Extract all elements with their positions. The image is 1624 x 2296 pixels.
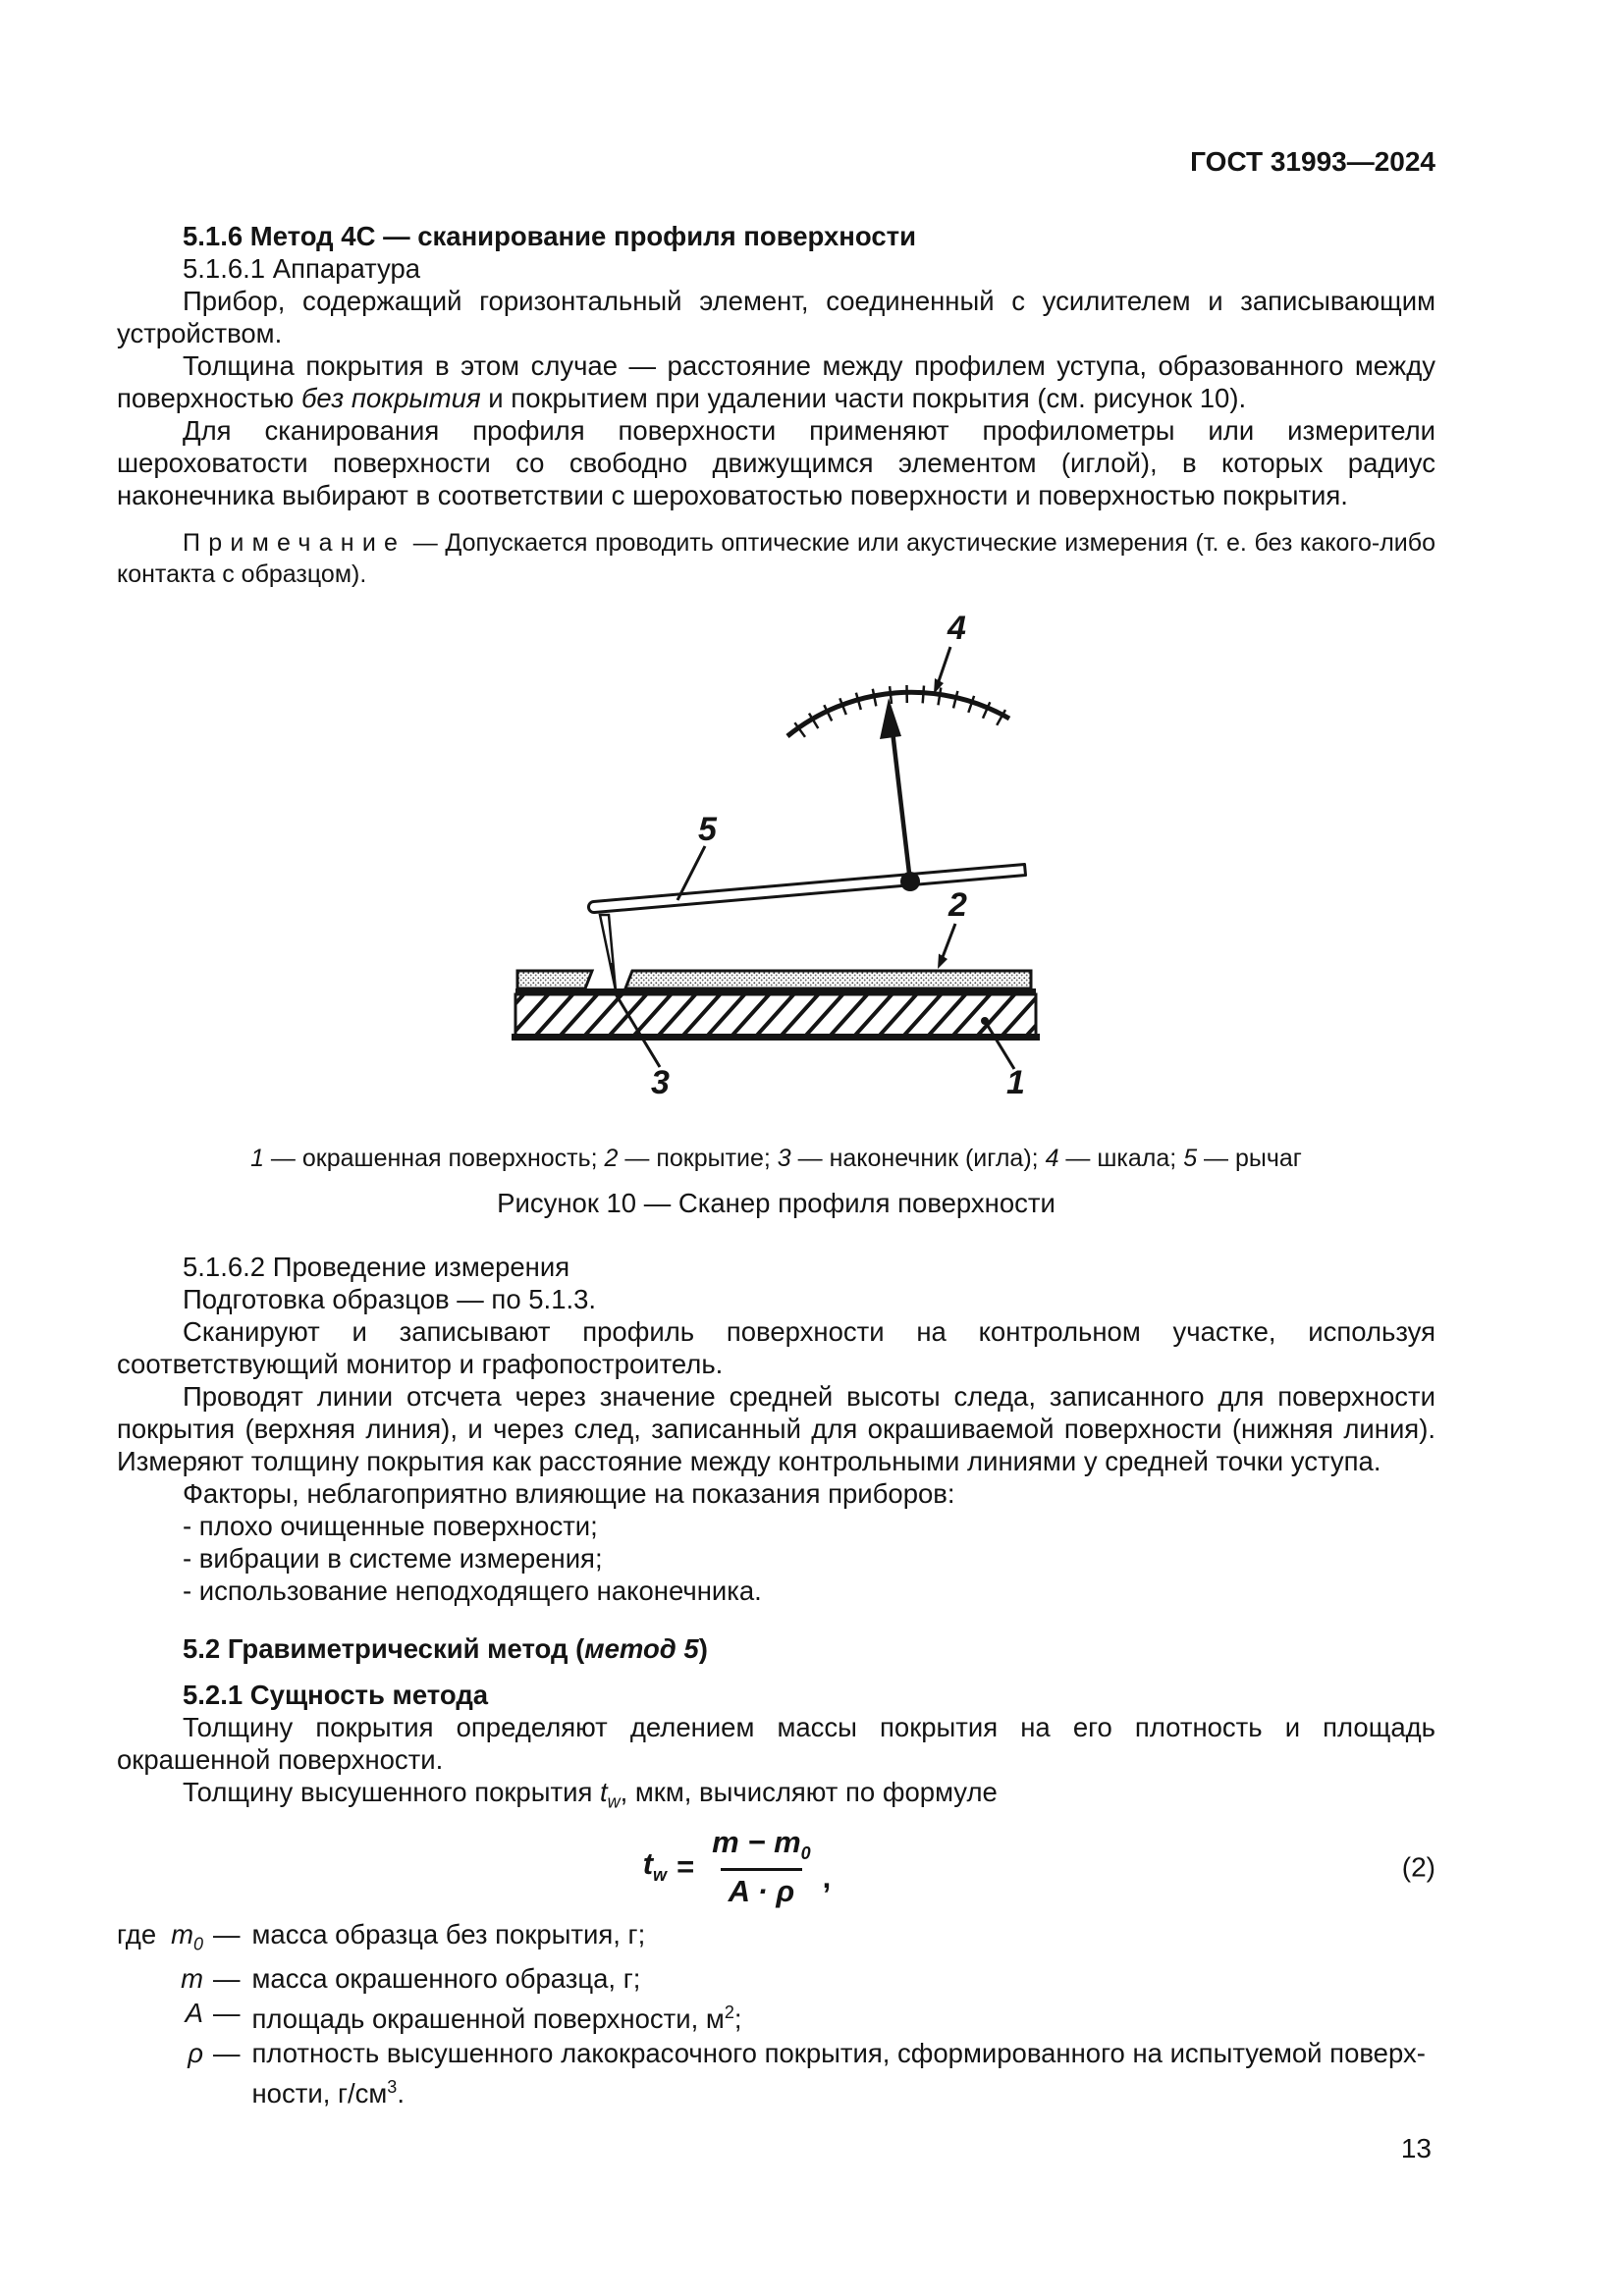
- heading-5-1-6: 5.1.6 Метод 4С — сканирование профиля поверхности: [183, 221, 916, 251]
- paragraph-essence: Толщину покрытия определяют делением массы покрытия на его плотность и площадь окрашенной поверхности.: [117, 1712, 1435, 1775]
- def-desc-a-tail: ;: [733, 2003, 742, 2035]
- formula-2: [642, 1825, 832, 1908]
- caption-text-3: — наконечник (игла);: [790, 1145, 1046, 1172]
- def-desc-rho-sup: 3: [387, 2077, 398, 2098]
- def-var-m0-sub: 0: [192, 1934, 203, 1953]
- substrate-hatched-layer: [498, 990, 1048, 1041]
- def-desc-rho-line2: ности, г/см: [251, 2078, 388, 2109]
- figure-label-5: 5: [698, 811, 717, 848]
- figure-label-2: 2: [948, 886, 967, 924]
- note-block: [117, 527, 1435, 590]
- list-item-vibrations: - вибрации в системе измерения;: [183, 1543, 603, 1574]
- heading-5-2-a: 5.2 Гравиметрический метод (: [183, 1633, 585, 1664]
- def-var-m0-main: m: [171, 1918, 193, 1949]
- doc-header-title: ГОСТ 31993—2024: [1190, 146, 1435, 177]
- figure-label-3: 3: [651, 1064, 670, 1101]
- paragraph-thickness-italic: без покрытия: [300, 383, 481, 413]
- formula-t: t: [642, 1846, 654, 1882]
- def-desc-a-sup: 2: [724, 2002, 734, 2022]
- formula-equals: =: [677, 1849, 695, 1884]
- def-desc-a: [252, 1996, 1436, 2036]
- heading-5-2-c: ): [698, 1633, 708, 1664]
- paragraph-thickness: [117, 349, 1435, 414]
- def-desc-rho: [252, 2036, 1436, 2110]
- formula-numerator-sub: 0: [800, 1843, 811, 1864]
- def-desc-a-main: площадь окрашенной поверхности, м: [251, 2003, 725, 2035]
- paragraph-factors: Факторы, неблагоприятно влияющие на показания приборов:: [183, 1478, 955, 1509]
- paragraph-profilometers: Для сканирования профиля поверхности применяют профилометры или измерители шероховатости поверхности со свободно движущимся элементом (иглой), в которых радиус наконечника выбирают в соответствии с шероховатостью поверхности и поверхностью покрытия.: [117, 415, 1435, 510]
- def-var-m0: [168, 1917, 203, 1962]
- definition-row-m: [117, 1961, 1435, 1996]
- callout-2: [938, 886, 967, 969]
- heading-5-1-6-2: 5.1.6.2 Проведение измерения: [183, 1252, 570, 1282]
- formula-intro-b: , мкм, вычисляют по формуле: [620, 1777, 998, 1807]
- heading-5-2-italic: метод 5: [584, 1633, 699, 1664]
- heading-5-2-1: 5.2.1 Сущность метода: [183, 1680, 489, 1710]
- def-var-rho: ρ: [188, 2038, 203, 2069]
- definition-row-m0: [117, 1917, 1435, 1962]
- figure-10: [117, 604, 1435, 1219]
- caption-text-1: — окрашенная поверхность;: [263, 1145, 605, 1172]
- def-dash-4: —: [213, 2038, 241, 2069]
- formula-numerator-main: m − m: [712, 1825, 801, 1860]
- indicator-needle: [880, 698, 910, 881]
- caption-num-2: 2: [604, 1145, 619, 1172]
- caption-num-3: 3: [777, 1145, 791, 1172]
- heading-5-2: [117, 1632, 1435, 1665]
- formula-comma: ,: [822, 1859, 832, 1895]
- coating-layer: [517, 971, 1031, 988]
- formula-denominator: A · ρ: [721, 1868, 803, 1906]
- paragraph-thickness-c: и покрытием при удалении части покрытия (см. рисунок 10).: [480, 383, 1247, 413]
- formula-intro-a: Толщину высушенного покрытия: [183, 1777, 600, 1807]
- def-dash-1: —: [213, 1918, 241, 1949]
- figure-label-4: 4: [947, 610, 966, 647]
- paragraph-thickness-a: Толщина покрытия в этом случае — расстояние между профилем уступа, образованного между поверхностью: [117, 350, 1435, 413]
- formula-fraction: [704, 1825, 818, 1908]
- figure-title: Рисунок 10 — Сканер профиля поверхности: [497, 1188, 1056, 1218]
- caption-num-1: 1: [250, 1145, 264, 1172]
- def-dash-2: —: [213, 1963, 241, 1994]
- def-desc-m: масса окрашенного образца, г;: [251, 1963, 641, 1994]
- list-item-surfaces: - плохо очищенные поверхности;: [183, 1511, 598, 1541]
- paragraph-scanning: Сканируют и записывают профиль поверхности на контрольном участке, используя соответствующий монитор и графопостроитель.: [117, 1316, 1435, 1379]
- def-var-m: m: [181, 1963, 203, 1994]
- def-desc-rho-line1: плотность высушенного лакокрасочного покрытия, сформированного на испытуемой поверх-: [251, 2038, 1426, 2069]
- caption-num-4: 4: [1045, 1145, 1059, 1172]
- paragraph-apparatus: Прибор, содержащий горизонтальный элемент, соединенный с усилителем и записывающим устройством.: [117, 286, 1435, 348]
- note-text: — Допускается проводить оптические или акустические измерения (т. е. без какого-либо контакта с образцом).: [117, 529, 1435, 588]
- callout-4: [934, 610, 966, 694]
- caption-num-5: 5: [1183, 1145, 1198, 1172]
- def-lead-where: где: [117, 1918, 157, 1949]
- formula-intro-w-sub: w: [607, 1791, 621, 1812]
- figure-label-1: 1: [1006, 1064, 1025, 1101]
- callout-5: [677, 811, 718, 900]
- caption-text-5: — рычаг: [1197, 1145, 1302, 1172]
- definitions-list: [117, 1917, 1435, 2111]
- def-var-a: A: [185, 1998, 203, 2028]
- def-desc-m0: масса образца без покрытия, г;: [251, 1918, 646, 1949]
- definition-row-a: [117, 1996, 1435, 2036]
- stylus-needle: [600, 915, 616, 990]
- paragraph-preparation: Подготовка образцов — по 5.1.3.: [183, 1284, 597, 1314]
- formula-intro-t: t: [599, 1777, 608, 1807]
- paragraph-reference-lines: Проводят линии отсчета через значение средней высоты следа, записанного для поверхности покрытия (верхняя линия), и через след, записанный для окрашиваемой поверхности (нижняя линия). Измеряют толщину покрытия как расстояние между контрольными линиями у средней точки уступа.: [117, 1381, 1435, 1476]
- caption-text-2: — покрытие;: [618, 1145, 778, 1172]
- def-dash-3: —: [213, 1998, 241, 2028]
- list-item-tip: - использование неподходящего наконечника.: [183, 1575, 762, 1606]
- paragraph-formula-intro: [117, 1776, 1435, 1819]
- figure-caption: [117, 1144, 1435, 1173]
- definition-row-rho: [117, 2036, 1435, 2110]
- page-number: 13: [1400, 2133, 1432, 2164]
- caption-text-4: — шкала;: [1058, 1145, 1184, 1172]
- formula-tw: [643, 1848, 667, 1884]
- def-desc-rho-tail: .: [397, 2078, 405, 2109]
- heading-5-1-6-1: 5.1.6.1 Аппаратура: [183, 253, 421, 284]
- note-label: Примечание: [183, 529, 406, 557]
- formula-2-row: [117, 1825, 1435, 1909]
- equation-number: (2): [1401, 1851, 1435, 1882]
- formula-t-sub: w: [653, 1865, 668, 1886]
- formula-numerator: [704, 1827, 818, 1867]
- surface-profile-scanner-diagram: [498, 604, 1048, 1116]
